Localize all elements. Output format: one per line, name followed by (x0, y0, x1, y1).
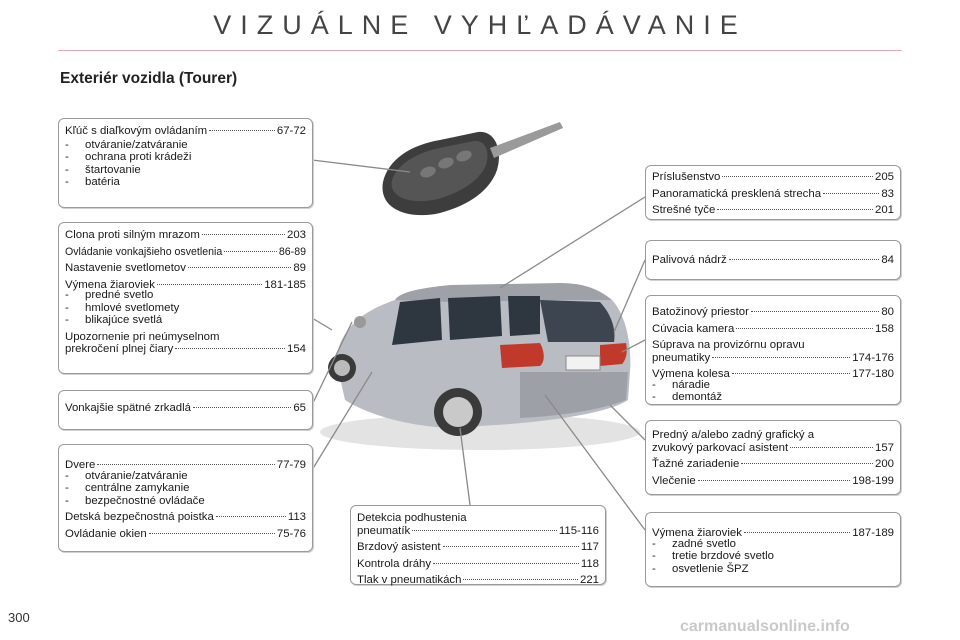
entry-panoramic-roof: Panoramatická presklená strecha 83 (652, 187, 894, 200)
sub-item: - predné svetlo (65, 289, 154, 301)
entry-fuel-tank: Palivová nádrž 84 (652, 254, 894, 266)
sub-item: - zadné svetlo (652, 537, 736, 550)
watermark-text: carmanualsonline.info (680, 618, 850, 635)
sub-item: - blikajúce svetlá (65, 314, 163, 326)
parking-info-box (645, 420, 901, 495)
sub-item: - štartovanie (65, 163, 141, 176)
sub-item: - bezpečnostné ovládače (65, 494, 205, 507)
page-title: VIZUÁLNE VYHĽADÁVANIE (213, 10, 747, 40)
entry-doors: Dvere 77-79 (65, 459, 306, 471)
boot-info-box (645, 295, 901, 405)
entry-towing: Vlečenie 198-199 (652, 474, 894, 487)
sub-item: - batéria (65, 176, 120, 188)
lights-info-box (58, 222, 313, 374)
entry-repair-kit: Súprava na provizórnu opravu pneumatiky 174-176 (652, 339, 894, 364)
tyres-info-box (350, 505, 606, 585)
entry-lighting-control: Ovládanie vonkajšieho osvetlenia 86-89 (65, 245, 306, 258)
entry-lane-warning: Upozornenie pri neúmyselnom prekročení plnej čiary 154 (65, 330, 306, 355)
entry-child-lock: Detská bezpečnostná poistka 113 (65, 511, 306, 523)
entry-headlamp-adjust: Nastavenie svetlometov 89 (65, 262, 306, 274)
entry-bulb-change: Výmena žiaroviek 181-185 (65, 278, 306, 291)
entry-roof-bars: Strešné tyče 201 (652, 204, 894, 216)
entry-underinflation: Detekcia podhustenia pneumatík 115-116 (357, 512, 599, 537)
doors-info-box (58, 444, 313, 552)
entry-remote-key: Kľúč s diaľkovým ovládaním 67-72 (65, 125, 306, 137)
entry-accessories: Príslušenstvo 205 (652, 171, 894, 183)
entry-towbar: Ťažné zariadenie 200 (652, 458, 894, 470)
sub-item: - hmlové svetlomety (65, 301, 180, 314)
entry-parking-sensors: Predný a/alebo zadný grafický a zvukový parkovací asistent 157 (652, 429, 894, 454)
key-info-box (58, 118, 313, 208)
fuel-info-box (645, 240, 901, 280)
page-number: 300 (8, 610, 30, 625)
entry-reversing-camera: Cúvacia kamera 158 (652, 322, 894, 335)
accessories-info-box (645, 165, 901, 220)
entry-rear-bulb-change: Výmena žiaroviek 187-189 (652, 527, 894, 539)
sub-item: - náradie (652, 378, 710, 391)
sub-item: - otváranie/zatváranie (65, 469, 188, 482)
entry-mirrors: Vonkajšie spätné zrkadlá 65 (65, 402, 306, 414)
sub-item: - centrálne zamykanie (65, 482, 190, 494)
sub-item: - tretie brzdové svetlo (652, 550, 774, 562)
mirrors-info-box (58, 390, 313, 430)
rear-bulbs-info-box (645, 512, 901, 587)
entry-frost-screen: Clona proti silným mrazom 203 (65, 229, 306, 241)
entry-brake-assist: Brzdový asistent 117 (357, 541, 599, 553)
entry-trajectory-control: Kontrola dráhy 118 (357, 557, 599, 570)
sub-item: - ochrana proti krádeži (65, 151, 192, 163)
entry-wheel-change: Výmena kolesa 177-180 (652, 368, 894, 380)
sub-item: - otváranie/zatváranie (65, 138, 188, 151)
entry-tyre-pressure: Tlak v pneumatikách 221 (357, 574, 599, 586)
section-title: Exteriér vozidla (Tourer) (60, 70, 238, 87)
entry-window-control: Ovládanie okien 75-76 (65, 527, 306, 540)
sub-item: - osvetlenie ŠPZ (652, 562, 749, 575)
sub-item: - demontáž (652, 391, 723, 403)
entry-boot: Batožinový priestor 80 (652, 306, 894, 318)
